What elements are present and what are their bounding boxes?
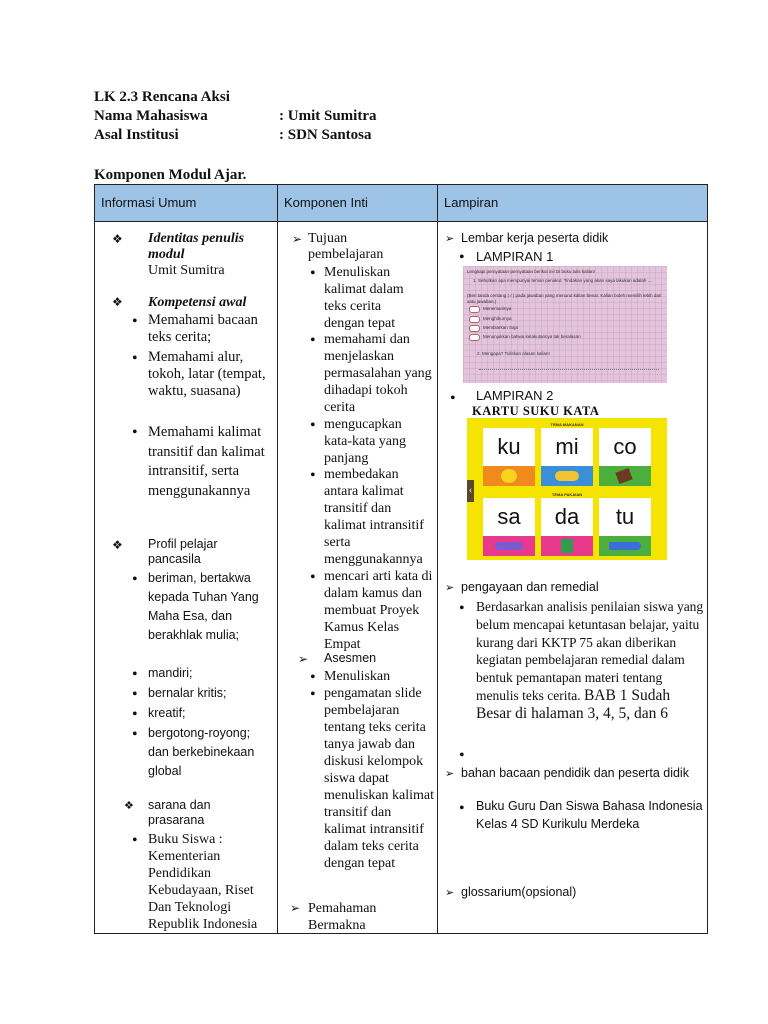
bullet-icon: • xyxy=(132,424,138,441)
institution-value: : SDN Santosa xyxy=(279,127,372,143)
lembar-title: Lembar kerja peserta didik xyxy=(461,231,609,245)
kompetensi-title: Kompetensi awal xyxy=(148,295,247,310)
kompetensi-item: Memahami kalimat transitif dan kalimat intransitif, serta menggunakannya xyxy=(148,424,265,499)
profil-item: mandiri; xyxy=(148,666,193,680)
name-value: : Umit Sumitra xyxy=(279,108,377,124)
bullet-icon: • xyxy=(132,832,138,849)
bullet-icon: • xyxy=(459,747,465,764)
bullet-icon: • xyxy=(450,390,456,407)
option-checkbox xyxy=(469,325,480,332)
worksheet-option: Menemaninya xyxy=(483,306,512,311)
asesmen-item: Menuliskan xyxy=(324,669,391,684)
worksheet-instruction: Lengkapi pernyataan-pernyataan berikut ini! Di buku tulis kalian! xyxy=(467,269,595,274)
arrow-bullet-icon: ➢ xyxy=(290,901,301,915)
bullet-icon: • xyxy=(459,249,465,266)
bullet-icon: • xyxy=(132,666,138,683)
arrow-bullet-icon: ➢ xyxy=(298,652,309,666)
worksheet-note: (Beri tanda centang (✓) pada jawaban yang menurut kalian benar. Kalian boleh memilih lebih dari satu jawaban.) xyxy=(467,293,662,304)
worksheet-option: Menghiburnya xyxy=(483,316,512,321)
tujuan-item: mencari arti kata di dalam kamus dan membuat Proyek Kamus Kelas Empat xyxy=(324,569,433,652)
bullet-icon: • xyxy=(310,467,316,484)
syllable-card xyxy=(541,498,593,556)
arrow-bullet-icon: ➢ xyxy=(445,233,455,245)
arrow-bullet-icon: ➢ xyxy=(292,232,303,246)
bullet-icon: • xyxy=(310,669,316,686)
tujuan-title: Tujuan pembelajaran xyxy=(308,231,384,262)
card-picture xyxy=(541,536,593,556)
bullet-icon: • xyxy=(310,417,316,434)
syllable-card-image xyxy=(467,418,667,560)
asesmen-title: Asesmen xyxy=(324,651,377,665)
bullet-icon: • xyxy=(132,571,138,588)
profil-item: kreatif; xyxy=(148,706,186,720)
pengayaan-body: Berdasarkan analisis penilaian siswa yang belum mencapai ketuntasan belajar, yaitu kurang dari KKTP 75 akan diberikan kegiatan pembelajaran remedial dalam bentuk pemantapan materi tentang menulis teks cerita. xyxy=(476,599,704,703)
table-header-cell xyxy=(437,184,708,222)
column-header-lampiran: Lampiran xyxy=(438,185,707,221)
diamond-bullet-icon: ❖ xyxy=(112,295,123,309)
profil-item: bergotong-royong; dan berkebinekaan global xyxy=(148,726,255,778)
syllable-text: da xyxy=(554,504,580,529)
syllable-card xyxy=(599,498,651,556)
doc-title: LK 2.3 Rencana Aksi xyxy=(94,89,230,105)
table-header-cell xyxy=(277,184,438,222)
syllable-card xyxy=(483,428,535,486)
bullet-icon: • xyxy=(310,686,316,703)
syllable-text: co xyxy=(613,434,637,459)
tema-makanan-label: TEMA MAKANAN xyxy=(550,422,584,427)
bullet-icon: • xyxy=(459,600,465,617)
sarana-title: sarana dan prasarana xyxy=(148,798,211,827)
syllable-text: sa xyxy=(497,504,521,529)
bullet-icon: • xyxy=(132,350,138,367)
bullet-icon: • xyxy=(132,706,138,723)
kompetensi-item: Memahami bacaan teks cerita; xyxy=(148,312,258,345)
pengayaan-text xyxy=(476,598,706,723)
card-picture xyxy=(599,536,651,556)
identitas-value: Umit Sumitra xyxy=(148,263,225,278)
diamond-bullet-icon: ❖ xyxy=(124,800,134,812)
glossarium-label: glossarium(opsional) xyxy=(461,885,577,899)
pengayaan-body-large: BAB 1 Sudah Besar di halaman 3, 4, 5, dan 6 xyxy=(476,686,671,722)
arrow-bullet-icon: ➢ xyxy=(445,582,455,594)
bullet-icon: • xyxy=(132,313,138,330)
worksheet-question: 1. Sebutkan apa mempunyai teman penakut. Tindakan yang akan saya lakukan adalah .... xyxy=(473,278,653,283)
worksheet-image xyxy=(463,266,667,383)
bullet-icon: • xyxy=(310,332,316,349)
card-picture xyxy=(541,466,593,486)
syllable-text: tu xyxy=(615,504,635,529)
chevron-left-icon: ‹ xyxy=(467,480,474,502)
option-checkbox xyxy=(469,334,480,341)
column-header-informasi: Informasi Umum xyxy=(95,185,277,221)
pemahaman-title: Pemahaman Bermakna xyxy=(308,901,377,933)
bullet-icon: • xyxy=(310,265,316,282)
card-picture xyxy=(599,466,651,486)
option-checkbox xyxy=(469,316,480,323)
arrow-bullet-icon: ➢ xyxy=(445,768,455,780)
arrow-bullet-icon: ➢ xyxy=(445,887,455,899)
pengayaan-title: pengayaan dan remedial xyxy=(461,580,599,594)
asesmen-item: pengamatan slide pembelajaran tentang teks cerita tanya jawab dan diskusi kelompok siswa dapat menuliskan kalimat transitif dan kalimat intransitif dalam teks cerita dengan tepat xyxy=(324,686,435,871)
diamond-bullet-icon: ❖ xyxy=(112,232,123,246)
syllable-card xyxy=(483,498,535,556)
answer-line xyxy=(479,369,659,370)
institution-label: Asal Institusi xyxy=(94,127,179,143)
bahan-item: Buku Guru Dan Siswa Bahasa Indonesia Kelas 4 SD Kurikulu Merdeka xyxy=(476,799,703,831)
lampiran2-label: LAMPIRAN 2 xyxy=(476,388,554,403)
card-picture xyxy=(483,536,535,556)
worksheet-question-2: 2. Mengapa? Tuliskan alasan kalian! xyxy=(477,351,550,356)
syllable-text: ku xyxy=(497,434,521,459)
card-picture xyxy=(483,466,535,486)
tujuan-item: membedakan antara kalimat transitif dan kalimat intransitif serta menggunakannya xyxy=(324,467,424,567)
tema-pakaian-label: TEMA PAKAIAN xyxy=(551,492,583,497)
bullet-icon: • xyxy=(459,800,465,817)
syllable-text: mi xyxy=(555,434,579,459)
column-header-komponen: Komponen Inti xyxy=(278,185,437,221)
bullet-icon: • xyxy=(310,569,316,586)
identitas-title: Identitas penulis modul xyxy=(148,231,245,262)
bullet-icon: • xyxy=(132,686,138,703)
option-checkbox xyxy=(469,306,480,313)
tujuan-item: mengucapkan kata-kata yang panjang xyxy=(324,417,407,466)
tujuan-item: Menuliskan kalimat dalam teks cerita dengan tepat xyxy=(324,265,404,331)
diamond-bullet-icon: ❖ xyxy=(112,538,123,552)
tujuan-item: memahami dan menjelaskan permasalahan yang dihadapi tokoh cerita xyxy=(324,332,432,415)
sarana-item: Buku Siswa : Kementerian Pendidikan Kebudayaan, Riset Dan Teknologi Republik Indonesia xyxy=(148,832,258,932)
syllable-card xyxy=(599,428,651,486)
name-label: Nama Mahasiswa xyxy=(94,108,208,124)
bahan-title: bahan bacaan pendidik dan peserta didik xyxy=(461,766,689,780)
syllable-card xyxy=(541,428,593,486)
profil-item: bernalar kritis; xyxy=(148,686,227,700)
profil-title: Profil pelajar pancasila xyxy=(148,537,218,566)
kompetensi-item: Memahami alur, tokoh, latar (tempat, waktu, suasana) xyxy=(148,349,266,399)
table-header-cell xyxy=(94,184,278,222)
worksheet-option: Menunjukkan bahwa ketakutannya tak beralasan xyxy=(483,334,581,339)
kartu-title: KARTU SUKU KATA xyxy=(472,404,600,418)
bullet-icon: • xyxy=(132,726,138,743)
worksheet-option: Membiarkan Saja xyxy=(483,325,519,330)
lampiran1-label: LAMPIRAN 1 xyxy=(476,249,554,264)
section-title: Komponen Modul Ajar. xyxy=(94,167,247,183)
profil-item: beriman, bertakwa kepada Tuhan Yang Maha Esa, dan berakhlak mulia; xyxy=(148,571,259,642)
